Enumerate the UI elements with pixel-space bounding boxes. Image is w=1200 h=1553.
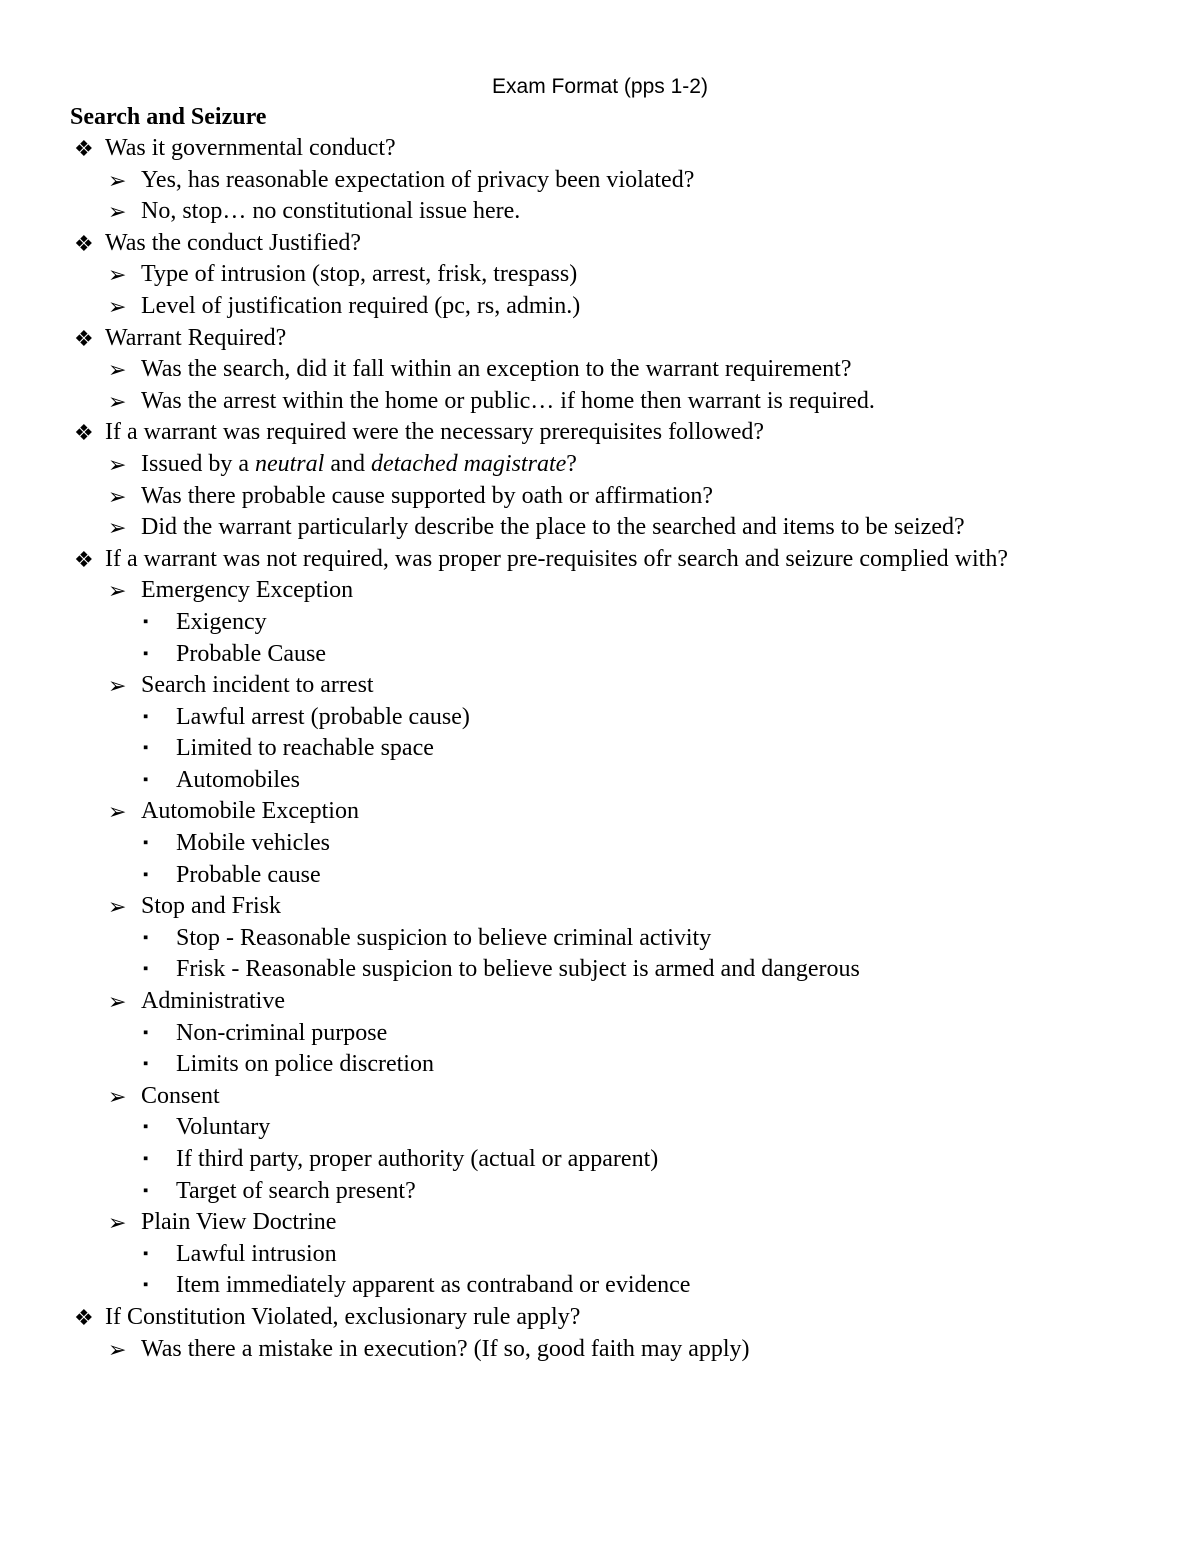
magistrate-emphasis: detached magistrate (370, 450, 567, 477)
requirement-text: Limited to reachable space (176, 735, 434, 762)
square-bullet-icon: ▪ (143, 1119, 149, 1136)
neutral-emphasis: neutral (254, 450, 325, 477)
requirement-text: Voluntary (176, 1114, 271, 1141)
exception-requirement (0, 733, 1200, 765)
exception-heading (0, 1207, 1200, 1239)
exception-label: Automobile Exception (141, 798, 359, 825)
square-bullet-icon: ▪ (143, 645, 149, 662)
outline-point (0, 259, 1200, 291)
exception-requirement (0, 1176, 1200, 1208)
requirement-text: Stop - Reasonable suspicion to believe criminal activity (176, 924, 712, 951)
diamond-bullet-icon: ❖ (74, 1304, 94, 1330)
arrow-bullet-icon: ➢ (108, 483, 127, 509)
point-text: Was the arrest within the home or public… if home then warrant is required. (141, 387, 875, 414)
outline-question (0, 417, 1105, 449)
arrow-bullet-icon: ➢ (108, 167, 127, 193)
question-text: Warrant Required? (105, 324, 287, 351)
requirement-text: Automobiles (176, 766, 300, 793)
exception-requirement (0, 1144, 1200, 1176)
exception-heading (0, 796, 1200, 828)
arrow-bullet-icon: ➢ (108, 1210, 127, 1236)
outline-point (0, 291, 1200, 323)
requirement-text: Lawful intrusion (176, 1240, 337, 1267)
arrow-bullet-icon: ➢ (108, 673, 127, 699)
requirement-text: Target of search present? (176, 1177, 416, 1204)
point-text: No, stop… no constitutional issue here. (141, 198, 521, 225)
outline-question (0, 1302, 1105, 1334)
square-bullet-icon: ▪ (143, 1277, 149, 1294)
requirement-text: Non-criminal purpose (176, 1019, 388, 1046)
outline-point (0, 512, 1200, 544)
square-bullet-icon: ▪ (143, 613, 149, 630)
exception-heading (0, 891, 1200, 923)
exception-requirement (0, 702, 1200, 734)
square-bullet-icon: ▪ (143, 1024, 149, 1041)
exception-requirement (0, 1049, 1200, 1081)
square-bullet-icon: ▪ (143, 866, 149, 883)
arrow-bullet-icon: ➢ (108, 262, 127, 288)
exception-heading (0, 670, 1200, 702)
square-bullet-icon: ▪ (143, 835, 149, 852)
outline-point (0, 386, 1200, 418)
exception-requirement (0, 765, 1200, 797)
diamond-bullet-icon: ❖ (74, 546, 94, 572)
arrow-bullet-icon: ➢ (108, 357, 127, 383)
exception-label: Plain View Doctrine (141, 1209, 337, 1236)
question-text: If a warrant was required were the necessary prerequisites followed? (105, 419, 765, 446)
exception-requirement (0, 607, 1200, 639)
exception-requirement (0, 923, 1200, 955)
section-heading: Search and Seizure (70, 104, 267, 130)
outline-point (0, 354, 1200, 386)
square-bullet-icon: ▪ (143, 1056, 149, 1073)
document-title: Exam Format (pps 1-2) (492, 75, 708, 98)
point-text: Type of intrusion (stop, arrest, frisk, trespass) (141, 261, 578, 288)
exception-label: Administrative (141, 988, 285, 1015)
square-bullet-icon: ▪ (143, 708, 149, 725)
outline-point (0, 196, 1200, 228)
issued-suffix: ? (566, 450, 577, 477)
arrow-bullet-icon: ➢ (108, 578, 127, 604)
requirement-text: Item immediately apparent as contraband or evidence (176, 1272, 691, 1299)
requirement-text: Frisk - Reasonable suspicion to believe subject is armed and dangerous (176, 956, 860, 983)
outline-point (0, 481, 1200, 513)
arrow-bullet-icon: ➢ (108, 894, 127, 920)
issued-prefix: Issued by a (141, 450, 255, 477)
requirement-text: Mobile vehicles (176, 830, 330, 857)
exception-requirement (0, 1112, 1200, 1144)
diamond-bullet-icon: ❖ (74, 230, 94, 256)
requirement-text: Limits on police discretion (176, 1051, 434, 1078)
requirement-text: Lawful arrest (probable cause) (176, 703, 470, 730)
arrow-bullet-icon: ➢ (108, 1336, 127, 1362)
diamond-bullet-icon: ❖ (74, 136, 94, 161)
point-text: Level of justification required (pc, rs, admin.) (141, 292, 581, 319)
exception-requirement (0, 1018, 1200, 1050)
question-text: If a warrant was not required, was proper pre-requisites ofr search and seizure complied with? (105, 545, 1008, 572)
square-bullet-icon: ▪ (143, 740, 149, 757)
point-text: Did the warrant particularly describe the place to the searched and items to be seized? (141, 514, 965, 541)
outline-list (0, 133, 1200, 1365)
point-text: Was there a mistake in execution? (If so, good faith may apply) (141, 1335, 750, 1362)
exception-heading (0, 575, 1200, 607)
outline-question (0, 323, 1105, 355)
outline-point (0, 449, 1200, 481)
exception-label: Search incident to arrest (141, 672, 374, 699)
square-bullet-icon: ▪ (143, 1151, 149, 1167)
arrow-bullet-icon: ➢ (108, 199, 127, 225)
exception-requirement (0, 1270, 1200, 1302)
exception-label: Stop and Frisk (141, 893, 282, 920)
square-bullet-icon: ▪ (143, 1182, 149, 1199)
point-text: Yes, has reasonable expectation of privacy been violated? (141, 166, 695, 193)
arrow-bullet-icon: ➢ (108, 515, 127, 541)
issued-and: and (324, 450, 371, 477)
question-text: Was the conduct Justified? (105, 229, 361, 256)
requirement-text: If third party, proper authority (actual or apparent) (176, 1146, 659, 1172)
requirement-text: Probable cause (176, 861, 321, 888)
arrow-bullet-icon: ➢ (108, 451, 127, 477)
arrow-bullet-icon: ➢ (108, 388, 127, 414)
diamond-bullet-icon: ❖ (74, 325, 94, 351)
exception-requirement (0, 828, 1200, 860)
arrow-bullet-icon: ➢ (108, 1083, 127, 1109)
exception-label: Consent (141, 1082, 220, 1109)
outline-question (0, 228, 1105, 260)
exception-heading (0, 986, 1200, 1018)
outline-question (0, 133, 1105, 165)
square-bullet-icon: ▪ (143, 961, 149, 978)
exception-heading (0, 1081, 1200, 1113)
arrow-bullet-icon: ➢ (108, 293, 127, 319)
question-text: Was it governmental conduct? (105, 135, 396, 161)
arrow-bullet-icon: ➢ (108, 799, 127, 825)
point-text (141, 451, 577, 477)
outline-point (0, 1334, 1200, 1366)
requirement-text: Probable Cause (176, 640, 326, 667)
point-text: Was the search, did it fall within an exception to the warrant requirement? (141, 356, 852, 383)
square-bullet-icon: ▪ (143, 1245, 149, 1262)
requirement-text: Exigency (176, 608, 267, 635)
exception-requirement (0, 860, 1200, 892)
square-bullet-icon: ▪ (143, 771, 149, 788)
exception-requirement (0, 639, 1200, 671)
question-text: If Constitution Violated, exclusionary rule apply? (105, 1303, 581, 1330)
arrow-bullet-icon: ➢ (108, 989, 127, 1015)
square-bullet-icon: ▪ (143, 929, 149, 946)
exception-label: Emergency Exception (141, 577, 354, 604)
outline-point (0, 165, 1200, 197)
exception-requirement (0, 1239, 1200, 1271)
point-text: Was there probable cause supported by oath or affirmation? (141, 482, 714, 509)
exception-requirement (0, 954, 1200, 986)
outline-question (0, 544, 1105, 576)
diamond-bullet-icon: ❖ (74, 420, 94, 446)
